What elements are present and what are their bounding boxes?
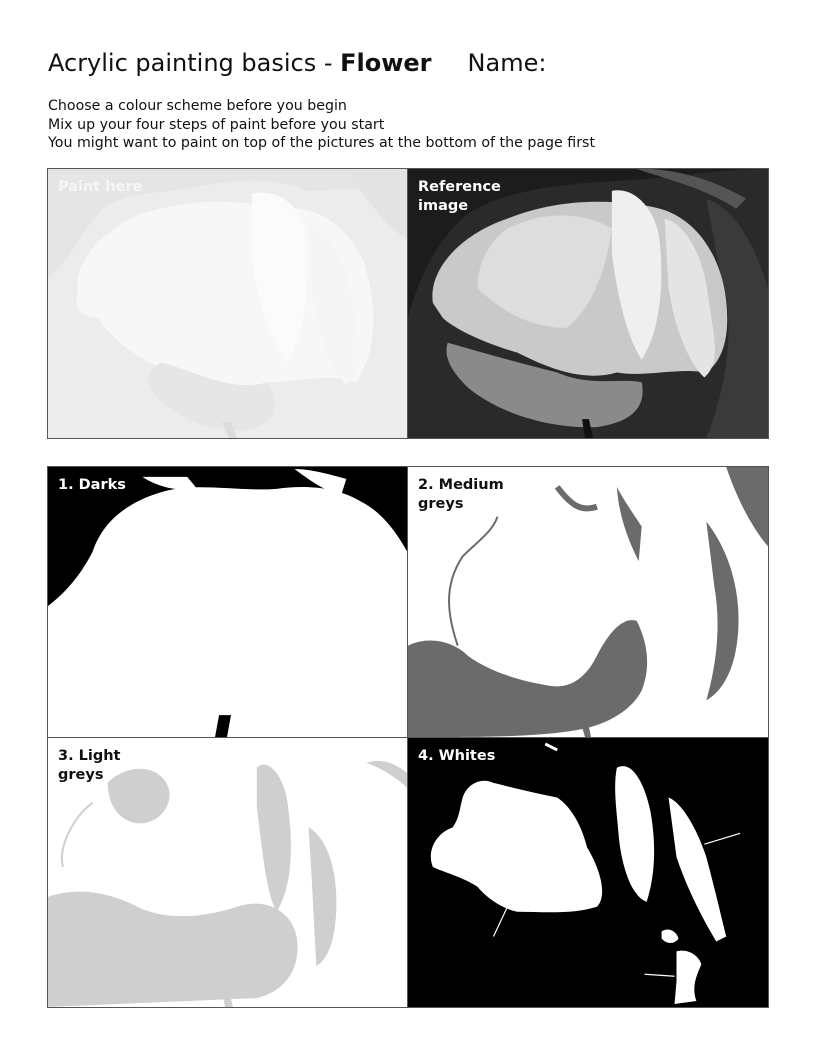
whites-panel [407,737,769,1008]
medium-greys-panel [407,466,769,738]
worksheet-title [48,48,546,78]
title-prefix: Acrylic painting basics - [48,49,341,77]
paint-here-panel [47,168,408,439]
whites-value-image [408,738,768,1007]
darks-value-image [48,467,407,737]
reference-image-panel [407,168,769,439]
reference-image-label: Reference image [418,179,501,214]
instruction-line: Mix up your four steps of paint before you start [48,116,385,133]
instruction-line: Choose a colour scheme before you begin [48,98,347,114]
instructions [48,97,595,153]
darks-panel [47,466,408,738]
name-label: Name: [467,49,547,77]
light-greys-panel [47,737,408,1008]
whites-label: 4. Whites [418,748,496,764]
instruction-line: You might want to paint on top of the pictures at the bottom of the page first [48,135,596,151]
faint-flower-image [48,169,407,438]
title-subject: Flower [340,49,432,77]
paint-here-label: Paint here [58,179,143,195]
light-greys-label: 3. Light greys [58,748,121,783]
darks-label: 1. Darks [58,477,126,493]
medium-greys-label: 2. Medium greys [418,477,504,512]
